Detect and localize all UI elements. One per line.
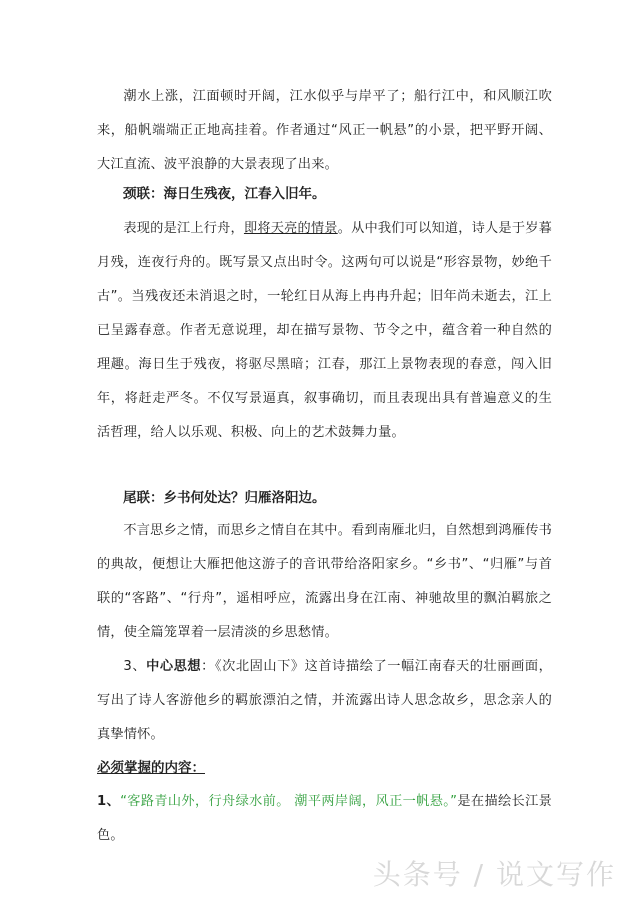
heading-must-master: 必须掌握的内容： [97, 760, 205, 776]
paragraph-central-idea [97, 650, 552, 752]
central-idea-number: 3、 [123, 659, 147, 674]
item-number: 1、 [97, 794, 121, 809]
paragraph-jinglian [97, 212, 552, 450]
heading-weilian: 尾联：乡书何处达？归雁洛阳边。 [123, 490, 326, 506]
paragraph-tide: 潮水上涨，江面顿时开阔，江水似乎与岸平了；船行江中，和风顺江吹来，船帆端端正正地高挂着。作者通过“风正一帆悬”的小景，把平野开阔、大江直流、波平浪静的大景表现了出来。 [97, 89, 552, 172]
central-idea-label: 中心思想 [146, 659, 202, 674]
must-master-item-1 [97, 785, 552, 853]
watermark: 头条号 / 说文写作 [372, 858, 616, 891]
paragraph-weilian: 不言思乡之情，而思乡之情自在其中。看到南雁北归，自然想到鸿雁传书的典故，便想让大雁把他这游子的音讯带给洛阳家乡。“乡书”、“归雁”与首联的“客路”、“行舟”，遥相呼应，流露出身在江南、神驰故里的飘泊羁旅之情，使全篇笼罩着一层清淡的乡思愁情。 [97, 523, 552, 640]
paragraph-jinglian-start: 表现的是江上行舟， [123, 221, 244, 236]
central-idea-text: ：《次北固山下》这首诗描绘了一幅江南春天的壮丽画面，写出了诗人客游他乡的羁旅漂泊之情，并流露出诗人思念故乡，思念亲人的真挚情怀。 [97, 659, 552, 742]
green-quote: “客路青山外，行舟绿水前。 潮平两岸阔，风正一帆悬。” [120, 794, 458, 809]
underlined-phrase: 即将天亮的情景 [243, 221, 338, 236]
item-tail: 是在描绘长江景色。 [97, 794, 553, 843]
paragraph-jinglian-rest: 。从中我们可以知道，诗人是于岁暮月残，连夜行舟的。既写景又点出时令。这两句可以说是“形容景物，妙绝千古”。当残夜还未消退之时，一轮红日从海上冉冉升起；旧年尚未逝去，江上已呈露春意。作者无意说理，却在描写景物、节令之中，蕴含着一种自然的理趣。海日生于残夜，将驱尽黑暗；江春，那江上景物表现的春意，闯入旧年，将赶走严冬。不仅写景逼真，叙事确切，而且表现出具有普遍意义的生活哲理，给人以乐观、积极、向上的艺术鼓舞力量。 [97, 221, 552, 440]
heading-jinglian: 颈联：海日生残夜，江春入旧年。 [123, 186, 326, 202]
